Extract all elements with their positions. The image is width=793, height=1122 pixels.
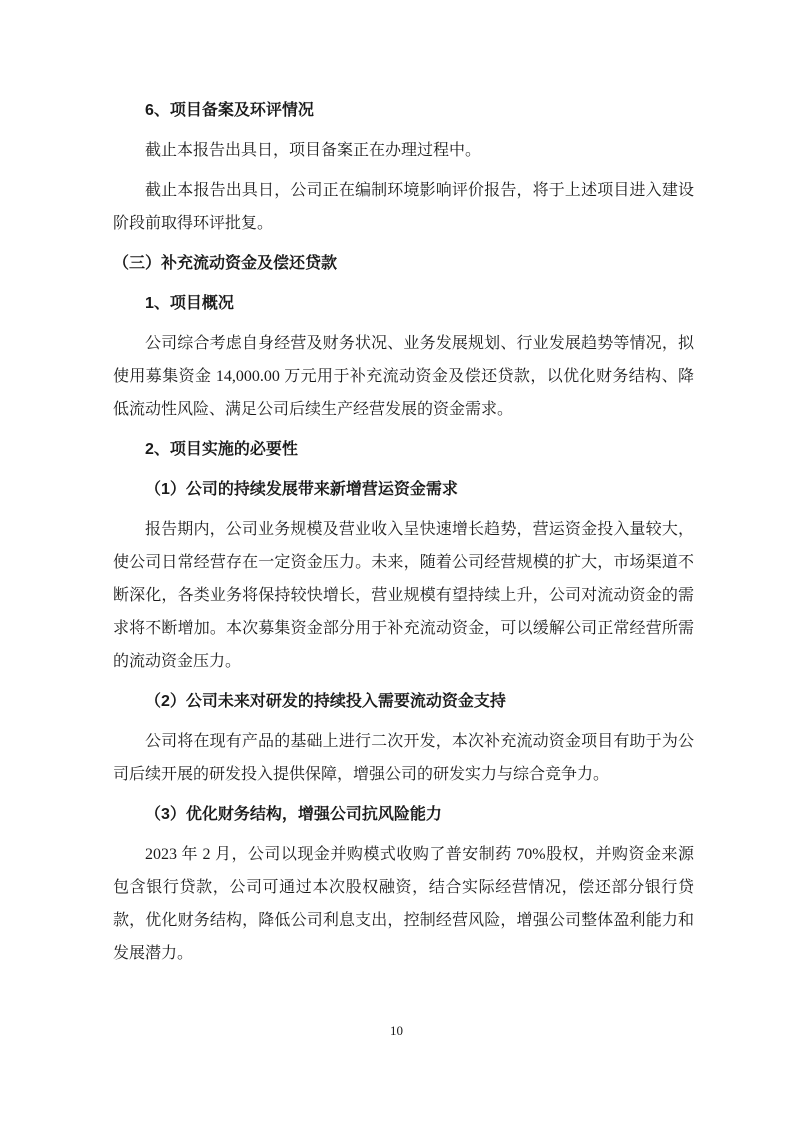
- para-eia-status: 截止本报告出具日，公司正在编制环境影响评价报告，将于上述项目进入建设阶段前取得环评批复。: [113, 182, 694, 232]
- para-filing-status: 截止本报告出具日，项目备案正在办理过程中。: [145, 142, 482, 159]
- heading-implementation-necessity: 2、项目实施的必要性: [145, 441, 298, 458]
- heading-section-three-working-capital: （三）补充流动资金及偿还贷款: [113, 255, 338, 272]
- document-content: [113, 94, 694, 977]
- heading-project-record-environment: 6、项目备案及环评情况: [145, 102, 314, 119]
- heading-sub2-rd-investment: （2）公司未来对研发的持续投入需要流动资金支持: [145, 693, 506, 710]
- heading-sub1-operating-capital-demand: （1）公司的持续发展带来新增营运资金需求: [145, 481, 458, 498]
- heading-sub3-financial-structure: （3）优化财务结构，增强公司抗风险能力: [145, 806, 442, 823]
- heading-project-overview: 1、项目概况: [145, 295, 234, 312]
- para-financial-structure: 2023 年 2 月，公司以现金并购模式收购了普安制药 70%股权，并购资金来源包含银行贷款，公司可通过本次股权融资，结合实际经营情况，偿还部分银行贷款，优化财务结构，降低公司利息支出，控制经营风险，增强公司整体盈利能力和发展潜力。: [113, 846, 694, 962]
- para-project-overview: 公司综合考虑自身经营及财务状况、业务发展规划、行业发展趋势等情况，拟使用募集资金 14,000.00 万元用于补充流动资金及偿还贷款，以优化财务结构、降低流动性风险、满足公司后续生产经营发展的资金需求。: [113, 335, 694, 418]
- page-number: 10: [390, 1023, 403, 1038]
- para-operating-capital-demand: 报告期内，公司业务规模及营业收入呈快速增长趋势，营运资金投入量较大，使公司日常经营存在一定资金压力。未来，随着公司经营规模的扩大，市场渠道不断深化，各类业务将保持较快增长，营业规模有望持续上升，公司对流动资金的需求将不断增加。本次募集资金部分用于补充流动资金，可以缓解公司正常经营所需的流动资金压力。: [113, 521, 694, 670]
- para-rd-investment: 公司将在现有产品的基础上进行二次开发，本次补充流动资金项目有助于为公司后续开展的研发投入提供保障，增强公司的研发实力与综合竞争力。: [113, 733, 694, 783]
